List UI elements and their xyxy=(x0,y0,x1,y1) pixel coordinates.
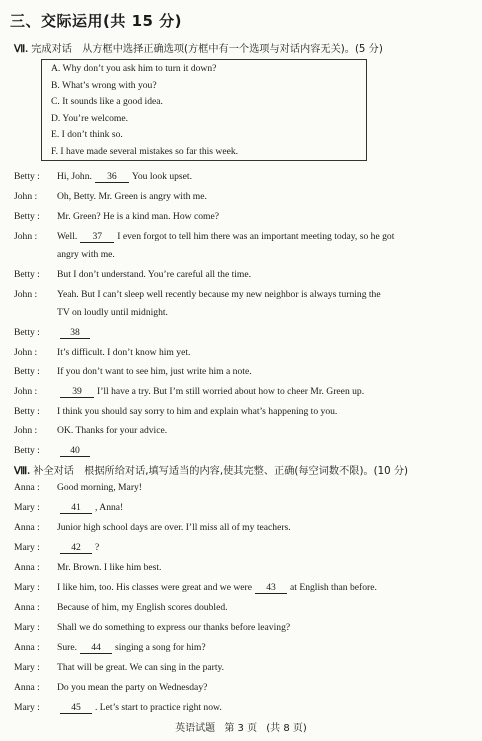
page-footer xyxy=(0,719,482,734)
dialogue-line: Betty : Mr. Green? He is a kind man. How come? xyxy=(14,211,219,222)
dialogue-line: John : 39 I’ll have a try. But I’m still worried about how to cheer Mr. Green up. xyxy=(14,386,365,397)
dialogue-line: Betty : Hi, John. 36 You look upset. xyxy=(14,171,192,182)
answer-blank-42[interactable]: 42 xyxy=(60,543,92,554)
answer-blank-41[interactable]: 41 xyxy=(60,503,92,514)
answer-blank-44[interactable]: 44 xyxy=(80,643,112,654)
dialogue-continuation: TV on loudly until midnight. xyxy=(57,307,168,318)
dialogue-line: Mary : 42 ? xyxy=(14,542,100,553)
dialogue-line: Betty : 40 xyxy=(14,445,93,457)
answer-blank-43[interactable]: 43 xyxy=(255,583,287,594)
option-c: C. It sounds like a good idea. xyxy=(51,96,163,107)
dialogue-line: Mary : Shall we do something to express our thanks before leaving? xyxy=(14,622,291,633)
dialogue-line: Betty : If you don’t want to see him, just write him a note. xyxy=(14,366,252,377)
dialogue-line: Mary : That will be great. We can sing in the party. xyxy=(14,662,225,673)
part8-instruction-text: 补全对话 根据所给对话,填写适当的内容,使其完整、正确(每空词数不限)。(10 分) xyxy=(33,466,408,477)
footer-subject: 英语试题 xyxy=(175,723,216,734)
dialogue-line: John : It’s difficult. I don’t know him yet. xyxy=(14,347,191,358)
dialogue-line: Anna : Good morning, Mary! xyxy=(14,482,142,493)
option-b: B. What’s wrong with you? xyxy=(51,79,157,91)
dialogue-line: Betty : But I don’t understand. You’re careful all the time. xyxy=(14,269,252,280)
dialogue-line: Anna : Mr. Brown. I like him best. xyxy=(14,562,162,573)
answer-blank-37[interactable]: 37 xyxy=(80,232,114,243)
dialogue-line: Betty : I think you should say sorry to him and explain what’s happening to you. xyxy=(14,406,338,417)
answer-blank-45[interactable]: 45 xyxy=(60,703,92,714)
part7-number: Ⅶ. xyxy=(14,44,28,55)
footer-total-pages: (共 8 页) xyxy=(266,723,307,734)
part8-instruction xyxy=(14,462,408,477)
answer-blank-36[interactable]: 36 xyxy=(95,172,129,183)
dialogue-line: Anna : Do you mean the party on Wednesday? xyxy=(14,682,208,693)
answer-blank-40[interactable]: 40 xyxy=(60,446,90,457)
dialogue-line: Betty : 38 xyxy=(14,327,93,339)
option-e: E. I don’t think so. xyxy=(51,129,123,140)
dialogue-line: John : Well. 37 I even forgot to tell him there was an important meeting today, so he got xyxy=(14,231,395,242)
dialogue-line: Mary : 45 . Let’s start to practice right now. xyxy=(14,702,222,713)
options-box xyxy=(41,59,367,161)
dialogue-line: Mary : I like him, too. His classes were great and we were 43 at English than before. xyxy=(14,582,377,593)
dialogue-line: Anna : Sure. 44 singing a song for him? xyxy=(14,642,206,653)
option-f: F. I have made several mistakes so far this week. xyxy=(51,145,239,157)
part8-number: Ⅷ. xyxy=(14,466,30,477)
part7-instruction xyxy=(14,40,383,55)
dialogue-line: John : Oh, Betty. Mr. Green is angry with me. xyxy=(14,191,207,202)
option-a: A. Why don’t you ask him to turn it down? xyxy=(51,63,217,74)
dialogue-line: Mary : 41 , Anna! xyxy=(14,502,124,513)
dialogue-continuation: angry with me. xyxy=(57,249,115,260)
footer-page-number: 第 3 页 xyxy=(224,723,258,734)
dialogue-line: John : Yeah. But I can’t sleep well recently because my new neighbor is always turning the xyxy=(14,289,381,300)
answer-blank-39[interactable]: 39 xyxy=(60,387,94,398)
answer-blank-38[interactable]: 38 xyxy=(60,328,90,339)
part7-instruction-text: 完成对话 从方框中选择正确选项(方框中有一个选项与对话内容无关)。(5 分) xyxy=(31,44,383,55)
dialogue-line: John : OK. Thanks for your advice. xyxy=(14,425,168,436)
dialogue-line: Anna : Because of him, my English scores doubled. xyxy=(14,602,228,613)
dialogue-line: Anna : Junior high school days are over. I’ll miss all of my teachers. xyxy=(14,522,291,533)
section-title: 三、交际运用(共 15 分) xyxy=(10,12,183,30)
option-d: D. You’re welcome. xyxy=(51,112,129,124)
